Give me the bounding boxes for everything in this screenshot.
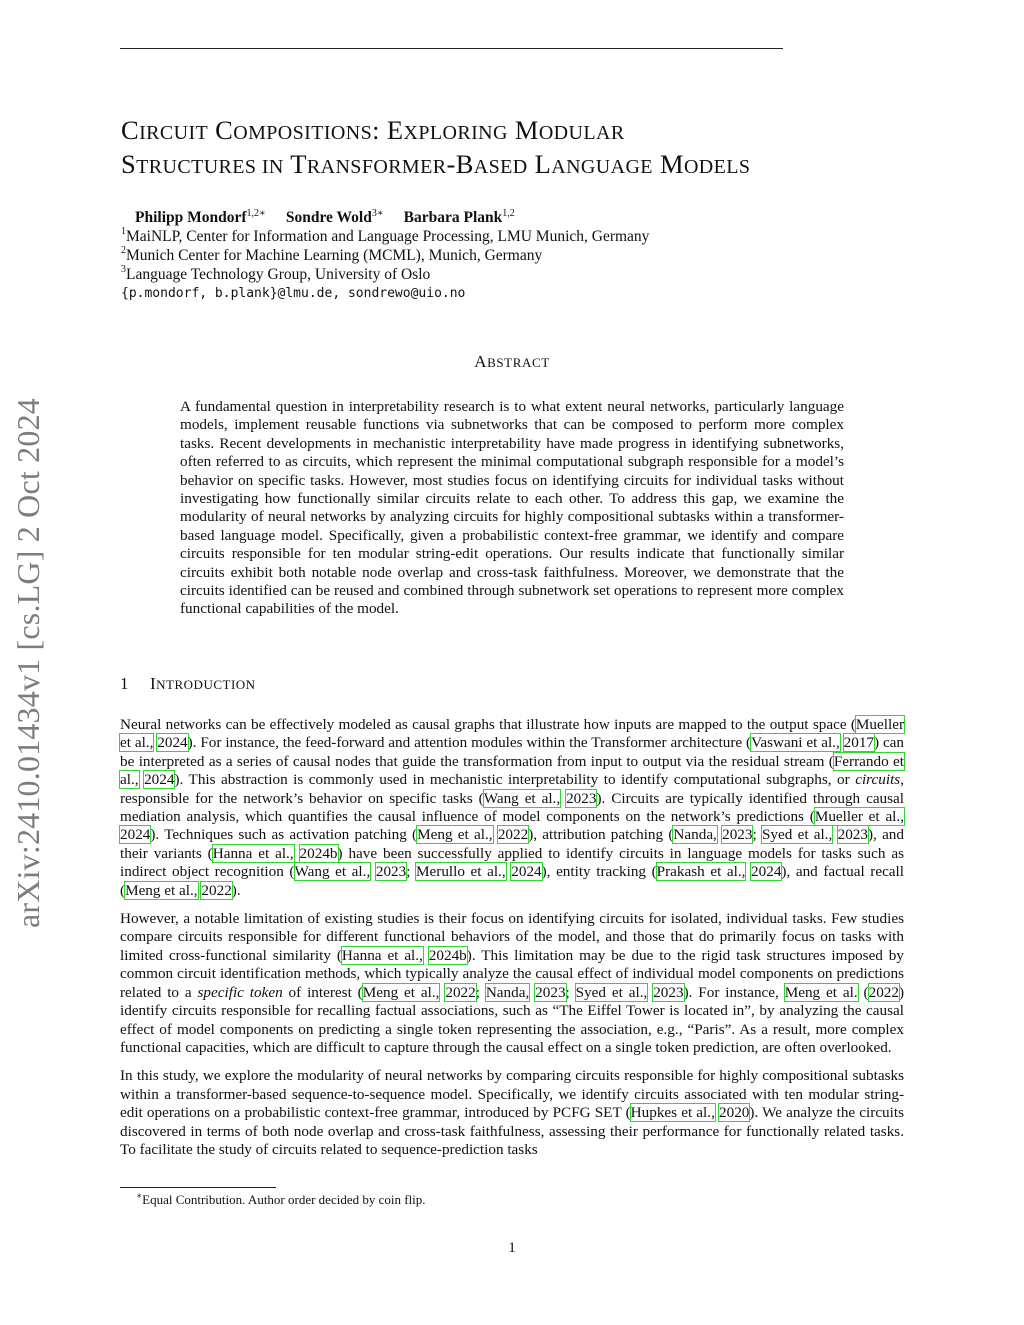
citation-link[interactable]: 2023 xyxy=(722,826,753,844)
footnote xyxy=(136,1192,426,1208)
title-word-rest: ODELS xyxy=(683,156,751,178)
title-word-rest: IRCUIT xyxy=(139,122,209,144)
emphasis-text: circuits xyxy=(855,771,901,789)
footnote-mark: ∗ xyxy=(136,1190,143,1201)
title-word-cap: C xyxy=(121,115,140,145)
text-run: ; xyxy=(752,826,762,844)
citation-link[interactable]: Merullo et al., xyxy=(416,863,506,881)
introduction-paragraph xyxy=(120,910,904,1057)
title-separator: - xyxy=(446,149,456,179)
title-separator xyxy=(653,149,660,179)
title-word-rest: ASED xyxy=(473,156,528,178)
citation-link[interactable]: Nanda, xyxy=(673,826,717,844)
text-run: ). For instance, the feed-forward and attention modules within the Transformer architecture ( xyxy=(187,734,752,752)
title-word-cap: M xyxy=(659,149,684,179)
abstract-heading-rest: BSTRACT xyxy=(487,355,550,370)
citation-link[interactable]: Hanna et al., xyxy=(212,844,294,862)
introduction-paragraph xyxy=(120,716,904,900)
citation-link[interactable]: Meng et al., xyxy=(125,881,198,899)
citation-link[interactable]: 2022 xyxy=(868,983,899,1001)
citation-link[interactable]: 2024 xyxy=(511,863,542,881)
affiliation-line xyxy=(121,246,649,265)
page-number: 1 xyxy=(508,1240,516,1256)
header-rule xyxy=(120,48,783,49)
title-word-rest: XPLORING xyxy=(403,122,508,144)
title-line-1 xyxy=(121,115,921,149)
citation-link[interactable]: 2020 xyxy=(719,1104,750,1122)
text-run: However, a notable limitation of existing studies is their focus on identifying circuits for isolated, individual tasks. Few studies compare circuits responsible for different functional behaviors of the model, and those that do primarily focus on tasks with limited cross-functional similarity ( xyxy=(120,910,904,964)
text-run: ; xyxy=(565,983,576,1001)
text-run: ), and factual recall ( xyxy=(120,863,904,899)
footnote-rule xyxy=(120,1187,276,1188)
title-separator xyxy=(508,115,515,145)
citation-link[interactable]: Meng et al. xyxy=(784,983,858,1001)
section-title-cap: I xyxy=(150,674,157,693)
emphasis-text: specific token xyxy=(197,983,283,1001)
title-separator: : xyxy=(372,115,387,145)
abstract-heading xyxy=(0,352,1024,372)
text-run xyxy=(370,863,376,880)
introduction-body xyxy=(120,716,904,1169)
affiliation-mark: 1 xyxy=(121,225,126,237)
citation-link[interactable]: Meng et al., xyxy=(417,826,493,844)
author-name: Barbara Plank xyxy=(403,209,503,226)
citation-link[interactable]: Nanda, xyxy=(485,983,530,1001)
text-run: ) identify circuits responsible for recalling factual associations, such as “The Eiffel Tower is located in”, by analyzing the causal effect of model components on predicting a single token representing the association, e.g., “Paris”. As a result, more complex functional capacities, which are difficult to capture through the causal effect on a single token prediction, are often overlooked. xyxy=(120,983,905,1056)
section-heading-introduction xyxy=(120,674,256,694)
text-run: ). Circuits are typically identified through causal mediation analysis, which quantifies the causal influence of model components on the network’s predictions ( xyxy=(120,789,905,826)
citation-link[interactable]: 2024b xyxy=(299,844,338,862)
citation-link[interactable]: 2024 xyxy=(751,863,782,881)
citation-link[interactable]: 2023 xyxy=(535,983,566,1001)
title-word-cap: E xyxy=(386,115,404,145)
author-emails[interactable]: {p.mondorf, b.plank}@lmu.de, sondrewo@uio.no xyxy=(121,286,466,301)
text-run: ). For instance, xyxy=(683,983,785,1001)
title-word-cap: B xyxy=(455,149,474,179)
text-run: ). We analyze the circuits discovered in terms of both node overlap and cross-task faithfulness, assessing their performance for functionally related tasks. To facilitate the study of circuits related to sequence-prediction tasks xyxy=(120,1104,905,1158)
text-run: ). This limitation may be due to the rigid task structures imposed by common circuit identification methods, which typically analyze the causal effect of individual model components on predictions related to a xyxy=(120,946,904,1001)
affiliation-mark: 2 xyxy=(121,244,126,256)
title-word-rest: ODULAR xyxy=(538,122,625,144)
text-run: ) have been successfully applied to identify circuits in language models for tasks such as indirect object recognition ( xyxy=(120,844,905,881)
paper-title xyxy=(121,115,921,183)
affiliation-mark: 3 xyxy=(121,263,126,275)
citation-link[interactable]: Prakash et al., xyxy=(656,863,746,881)
text-run: ), entity tracking ( xyxy=(541,863,657,881)
author-name: Sondre Wold xyxy=(285,209,372,226)
citation-link[interactable]: 2024 xyxy=(120,826,151,844)
title-word-cap: M xyxy=(514,115,539,145)
affiliation-text: Munich Center for Machine Learning (MCML), Munich, Germany xyxy=(126,247,543,264)
text-run: ). This abstraction is commonly used in mechanistic interpretability to identify computational subgraphs, or xyxy=(174,771,856,789)
title-word-cap: C xyxy=(215,115,234,145)
title-separator xyxy=(528,149,535,179)
citation-link[interactable]: Wang et al., xyxy=(483,789,561,807)
title-line-2 xyxy=(121,149,921,183)
title-word-rest: TRUCTURES IN xyxy=(136,156,284,178)
text-run: ; xyxy=(406,863,417,881)
text-run: ; xyxy=(475,983,486,1001)
citation-link[interactable]: 2017 xyxy=(843,734,875,752)
section-title-rest: NTRODUCTION xyxy=(156,677,256,692)
citation-link[interactable]: 2024b xyxy=(428,946,467,964)
affiliation-text: MaiNLP, Center for Information and Language Processing, LMU Munich, Germany xyxy=(126,228,650,245)
citation-link[interactable]: 2022 xyxy=(201,881,232,899)
arxiv-identifier[interactable]: arXiv:2410.01434v1 [cs.LG] 2 Oct 2024 xyxy=(10,398,46,928)
abstract-heading-cap: A xyxy=(474,352,488,371)
text-run: , responsible for the network’s behavior on specific tasks ( xyxy=(120,771,905,807)
citation-link[interactable]: 2023 xyxy=(566,789,597,807)
citation-link[interactable]: Mueller et al., xyxy=(814,808,904,826)
citation-link[interactable]: Syed et al., xyxy=(575,983,648,1001)
affiliation-text: Language Technology Group, University of Oslo xyxy=(126,266,431,283)
citation-link[interactable]: Mueller et al., xyxy=(120,716,904,752)
citation-link[interactable]: Syed et al., xyxy=(761,826,833,844)
text-run xyxy=(832,826,837,843)
section-number: 1 xyxy=(120,674,129,693)
citation-link[interactable]: Ferrando et al., xyxy=(120,752,904,789)
title-word-rest: RANSFORMER xyxy=(306,156,447,178)
citation-link[interactable]: Meng et al., xyxy=(362,983,440,1001)
text-run xyxy=(294,845,300,862)
text-run: ). xyxy=(231,881,241,899)
citation-link[interactable]: 2023 xyxy=(375,863,407,881)
author-affiliation-marks: 1,2∗ xyxy=(246,207,266,219)
citation-link[interactable]: Wang et al., xyxy=(294,863,371,881)
abstract-text: A fundamental question in interpretability research is to what extent neural networks, particularly language models, implement reusable functions via subnetworks that can be composed to perform more complex tasks. Recent developments in mechanistic interpretability have made progress in identifying subnetworks, often referred to as circuits, which represent the minimal computational subgraph responsible for a model’s behavior on specific tasks. However, most studies focus on identifying circuits for individual tasks without investigating how functionally similar circuits relate to each other. To address this gap, we examine the modularity of neural networks by analyzing circuits for highly compositional subtasks within a transformer-based language model. Specifically, given a probabilistic context-free grammar, we identify and compare circuits responsible for ten modular string-edit operations. Our results indicate that functionally similar circuits exhibit both notable node overlap and cross-task faithfulness. Moreover, we demonstrate that the circuits identified can be reused and combined through subnetwork set operations to represent more complex functional capabilities of the model. xyxy=(180,398,844,618)
title-word-rest: OMPOSITIONS xyxy=(233,122,373,144)
title-word-cap: T xyxy=(290,149,307,179)
author-affiliation-marks: 3∗ xyxy=(371,207,384,219)
author-affiliation-marks: 1,2 xyxy=(502,207,515,219)
text-run: In this study, we explore the modularity of neural networks by comparing circuits responsible for highly compositional subtasks within a transformer-based sequence-to-sequence model. Specifically, we identify circuits associated with ten modular string-edit operations on a probabilistic context-free grammar, introduced by PCFG SET ( xyxy=(120,1067,904,1122)
author-name: Philipp Mondorf xyxy=(135,209,247,226)
citation-link[interactable]: Vaswani et al., xyxy=(751,734,840,752)
author-list xyxy=(121,208,649,227)
footnote-text: Equal Contribution. Author order decided by coin flip. xyxy=(142,1192,426,1207)
citation-link[interactable]: 2023 xyxy=(837,826,868,844)
citation-link[interactable]: 2024 xyxy=(157,734,188,752)
text-run: ). Techniques such as activation patching ( xyxy=(150,826,418,844)
citation-link[interactable]: 2023 xyxy=(653,983,684,1001)
introduction-paragraph xyxy=(120,1067,904,1159)
text-run xyxy=(423,947,429,964)
title-word-rest: ANGUAGE xyxy=(551,156,653,178)
affiliation-line xyxy=(121,265,649,284)
title-word-cap: S xyxy=(121,149,137,179)
title-word-cap: L xyxy=(534,149,552,179)
text-run: Neural networks can be effectively modeled as causal graphs that illustrate how inputs are mapped to the output space ( xyxy=(120,716,856,733)
citation-link[interactable]: 2022 xyxy=(445,983,476,1001)
citation-link[interactable]: Hupkes et al., xyxy=(630,1104,715,1122)
citation-link[interactable]: 2022 xyxy=(497,826,529,844)
text-run: of interest ( xyxy=(282,983,363,1001)
citation-link[interactable]: 2024 xyxy=(144,771,175,789)
text-run: ), attribution patching ( xyxy=(528,826,674,844)
affiliation-line xyxy=(121,227,649,246)
text-run: ), and their variants ( xyxy=(120,826,904,862)
citation-link[interactable]: Hanna et al., xyxy=(341,946,423,964)
author-block xyxy=(121,208,649,303)
text-run: ) can be interpreted as a series of causal nodes that guide the transformation from input to output via the residual stream ( xyxy=(120,734,905,770)
affiliation-list xyxy=(121,227,649,284)
text-run: ( xyxy=(857,983,869,1001)
